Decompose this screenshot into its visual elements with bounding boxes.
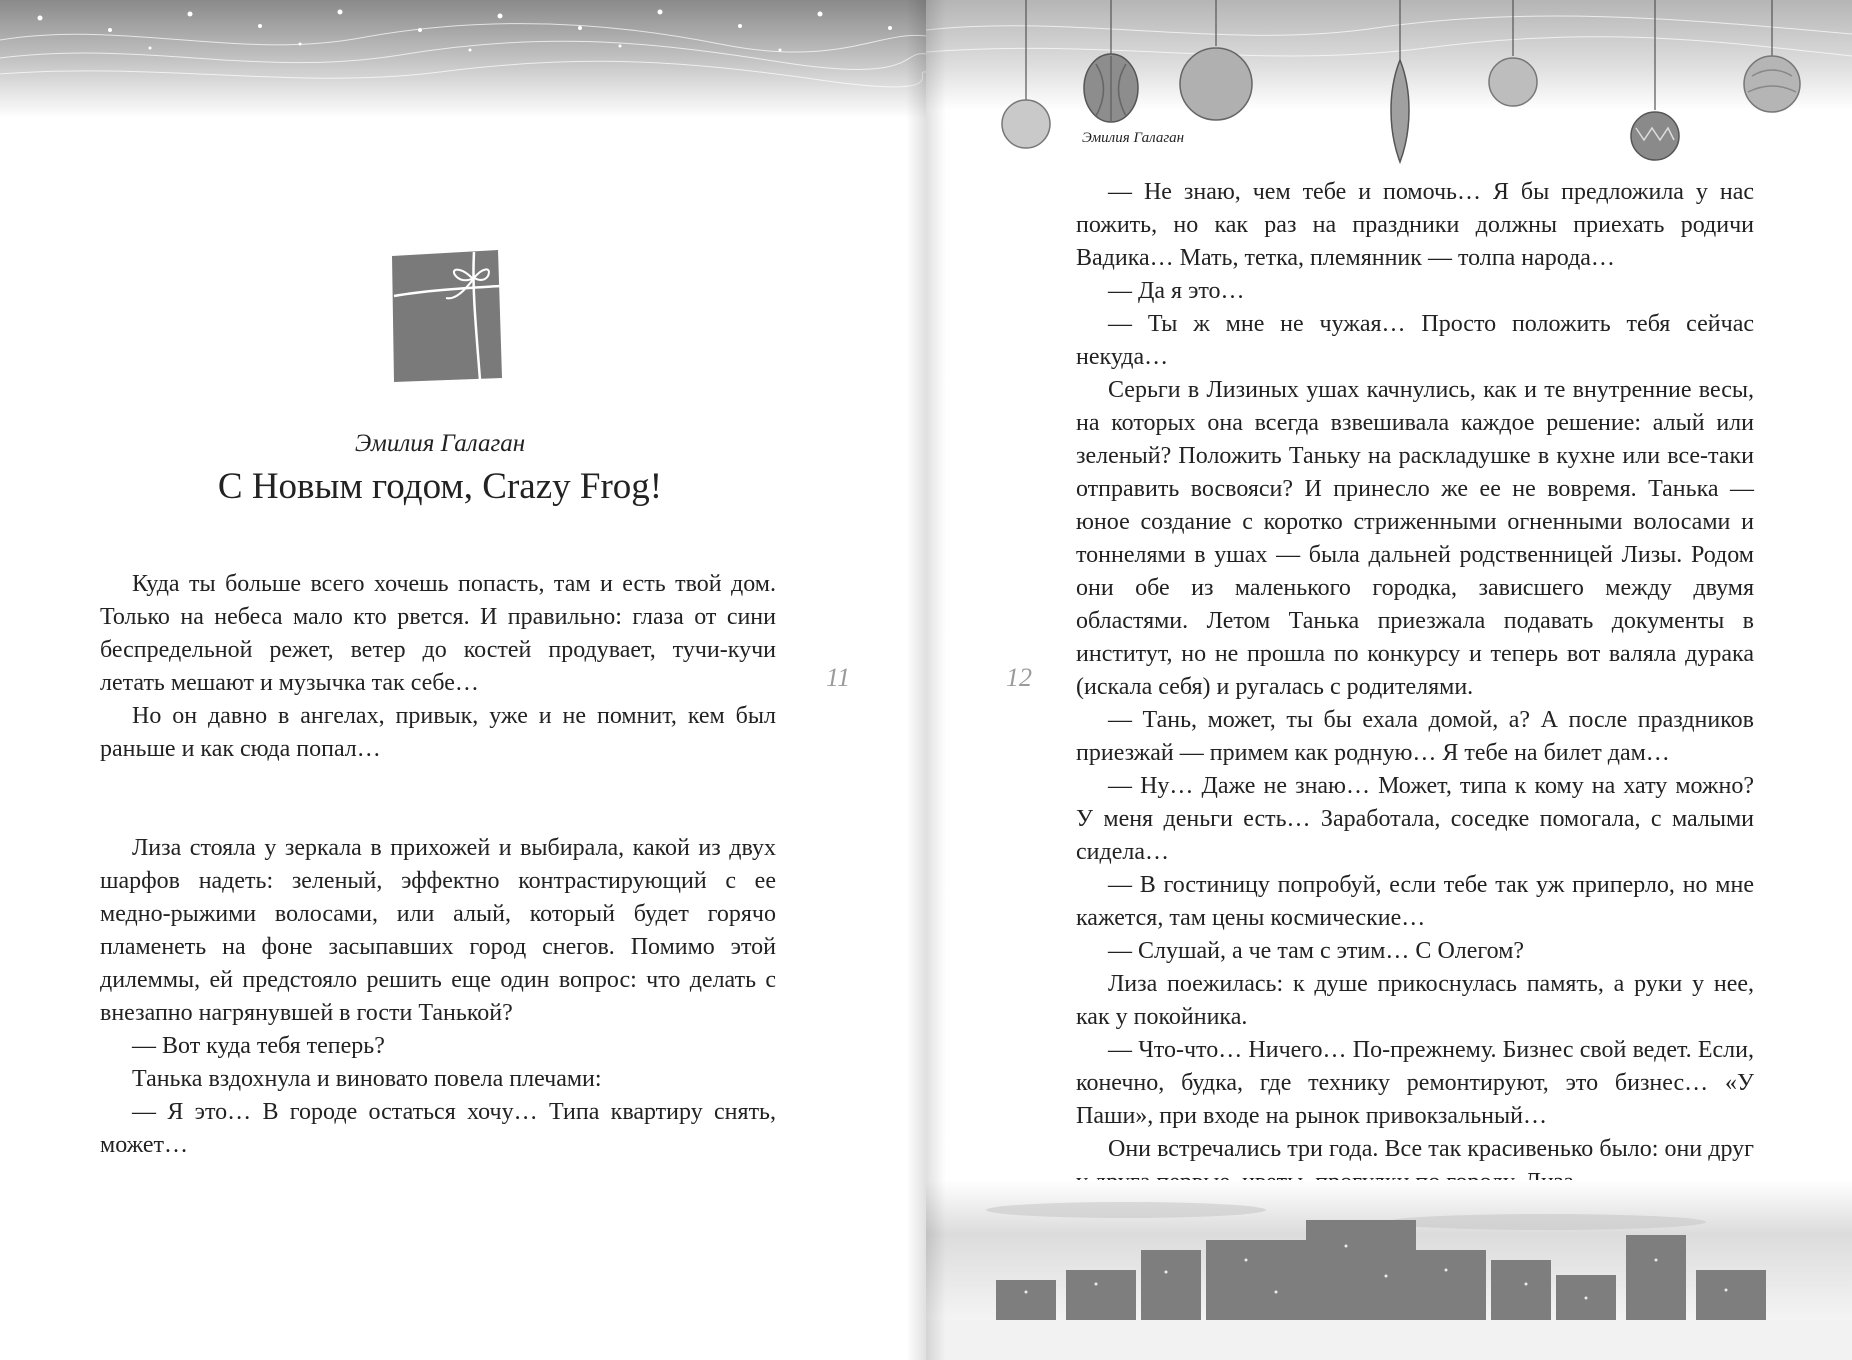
paragraph: Танька вздохнула и виновато повела плечами:	[132, 1066, 602, 1092]
paragraph: — Что-что… Ничего… По-прежнему. Бизнес свой ведет. Если, конечно, будка, где технику ремонтируют, это бизнес… «У Паши», при входе на рынок привокзальный…	[1076, 1037, 1754, 1129]
gift-box-icon	[388, 248, 506, 384]
paragraph: — Да я это…	[1108, 278, 1245, 304]
paragraph: Куда ты больше всего хочешь попасть, там и есть твой дом. Только на небеса мало кто рвется. И правильно: глаза от сини беспредельной режет, ветер до костей продувает, тучи-кучи летать мешают и музычка так себе…	[100, 571, 776, 696]
page-number-left: 11	[826, 663, 851, 692]
paragraph: — Ты ж мне не чужая… Просто положить тебя сейчас некуда…	[1076, 311, 1754, 370]
snowy-city-illustration	[926, 1180, 1852, 1360]
paragraph: — В гостиницу попробуй, если тебе так уж приперло, но мне кажется, там цены космические…	[1076, 872, 1754, 931]
paragraph: Серьги в Лизиных ушах качнулись, как и те внутренние весы, на которых она всегда взвешивала каждое решение: алый или зеленый? Положить Таньку на раскладушке в кухне или все-таки отправить восвояси? И принесло же ее не вовремя. Танька — юное создание с коротко стриженными огненными волосами и тоннелями в ушах — была дальней родственницей Лизы. Родом они обе из маленького городка, зависшего между двумя областями. Летом Танька приезжала подавать документы в институт, но не прошла по конкурсу и теперь вот валяла дурака (искала себя) и ругалась с родителями.	[1076, 377, 1754, 700]
paragraph: — Ну… Даже не знаю… Может, типа к кому на хату можно? У меня деньги есть… Заработала, соседке помогала, с малыми сидела…	[1076, 773, 1754, 865]
paragraph: Но он давно в ангелах, привык, уже и не помнит, кем был раньше и как сюда попал…	[100, 703, 776, 762]
story-intro	[100, 568, 776, 766]
running-head: Эмилия Галаган	[1082, 130, 1185, 146]
page-number-right: 12	[1006, 663, 1032, 692]
paragraph: Лиза поежилась: к душе прикоснулась память, а руки у нее, как у покойника.	[1076, 971, 1754, 1030]
story-author: Эмилия Галаган	[354, 430, 526, 457]
paragraph: — Тань, может, ты бы ехала домой, а? А после праздников приезжай — примем как родную… Я тебе на билет дам…	[1076, 707, 1754, 766]
snow-banner-illustration	[0, 0, 926, 118]
paragraph: — Вот куда тебя теперь?	[132, 1033, 385, 1059]
story-title: С Новым годом, Crazy Frog!	[217, 466, 663, 507]
story-text-left	[100, 832, 776, 1162]
paragraph: — Я это… В городе остаться хочу… Типа квартиру снять, может…	[100, 1099, 776, 1158]
story-text-right	[1076, 176, 1754, 1199]
paragraph: — Не знаю, чем тебе и помочь… Я бы предложила у нас пожить, но как раз на праздники должны приехать родичи Вадика… Мать, тетка, племянник — толпа народа…	[1076, 179, 1754, 271]
paragraph: Лиза стояла у зеркала в прихожей и выбирала, какой из двух шарфов надеть: зеленый, эффектно контрастирующий с ее медно-рыжими волосами, или алый, который будет горячо пламенеть на фоне засыпавших город снегов. Помимо этой дилеммы, ей предстояло решить еще один вопрос: что делать с внезапно нагрянувшей в гости Танькой?	[100, 835, 776, 1026]
christmas-ornaments-illustration	[926, 0, 1852, 170]
paragraph: Они встречались три года. Все так красивенько было: они друг	[1108, 1136, 1754, 1162]
paragraph: — Слушай, а че там с этим… С Олегом?	[1108, 938, 1525, 964]
